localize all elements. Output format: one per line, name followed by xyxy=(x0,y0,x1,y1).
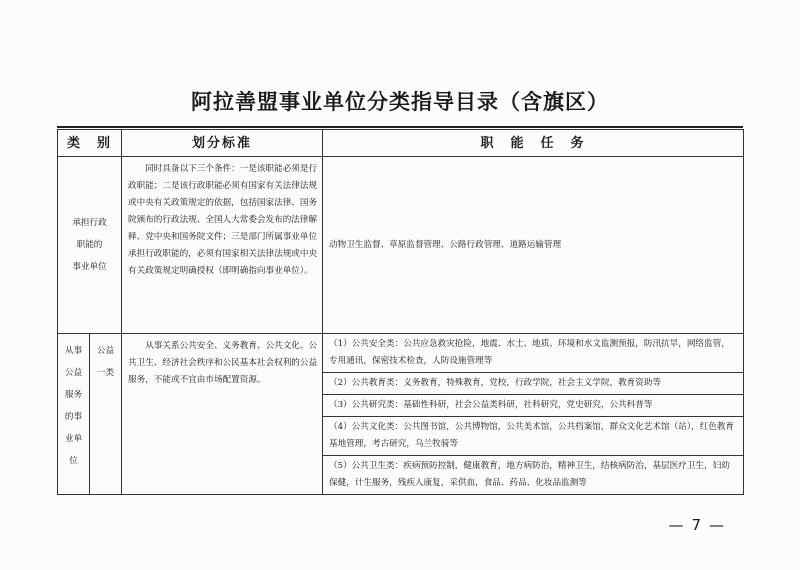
subcategory-line: 公益 xyxy=(96,346,115,356)
header-criteria: 划分标准 xyxy=(122,130,323,157)
category-line: 从事 xyxy=(64,346,83,356)
duty-public-research: （3）公共研究类：基础性科研，社会公益类科研，社科研究，党史研究，公共科普等 xyxy=(323,395,744,417)
category-line: 承担行政 xyxy=(72,218,107,228)
page-dash-left: — xyxy=(668,516,684,534)
page-number xyxy=(664,516,728,534)
duty-public-safety: （1）公共安全类：公共应急救灾抢险，地震、水土、地质、环境和水文监测预报，防汛抗旱，网络监管，专用通讯，保密技术检查，人防设施管理等 xyxy=(323,334,744,373)
duty-public-culture: （4）公共文化类：公共图书馆，公共博物馆，公共美术馆，公共档案馆，群众文化艺术馆（站），红色教育基地管理，考古研究，乌兰牧骑等 xyxy=(323,417,744,456)
criteria-public-class-1: 从事关系公共安全、义务教育、公共文化、公共卫生、经济社会秩序和公民基本社会权利的公益服务，不能或不宜由市场配置资源。 xyxy=(122,334,323,495)
table-row-administrative xyxy=(58,157,744,334)
subcategory-line: 一类 xyxy=(96,368,115,378)
category-line: 服务 xyxy=(64,390,83,400)
category-line: 公益 xyxy=(64,368,83,378)
header-category: 类 别 xyxy=(58,130,122,157)
page-number-value: 7 xyxy=(691,516,701,534)
category-line: 的事 xyxy=(64,412,83,422)
subcategory-public-class-1 xyxy=(90,334,122,495)
table-top-rule xyxy=(57,126,743,128)
table-header-row xyxy=(58,130,744,157)
category-public-service xyxy=(58,334,90,495)
duty-public-health: （5）公共卫生类：疾病预防控制，健康教育，地方病防治，精神卫生，结核病防治，基层医疗卫生，妇幼保健，计生服务，残疾人康复，采供血，食品、药品、化妆品监测等 xyxy=(323,456,744,495)
category-line: 事业单位 xyxy=(72,262,107,272)
criteria-administrative: 同时具备以下三个条件：一是该职能必须是行政职能；二是该行政职能必须有国家有关法律法规或中央有关政策规定的依据，包括国家法律、国务院颁布的行政法规、全国人大常委会发布的法律解释、党中央和国务院文件；三是部门所属事业单位承担行政职能的，必须有国家相关法律法规或中央有关政策规定明确授权（即明确指向事业单位）。 xyxy=(122,157,323,334)
table-row-public-1 xyxy=(58,334,744,373)
category-line: 职能的 xyxy=(76,240,103,250)
category-administrative xyxy=(58,157,122,334)
page-dash-right: — xyxy=(709,516,724,534)
header-duty: 职 能 任 务 xyxy=(323,130,744,157)
catalog-table xyxy=(57,129,744,495)
category-line: 业单 xyxy=(64,434,83,444)
category-line: 位 xyxy=(69,456,78,466)
duty-public-education: （2）公共教育类：义务教育，特殊教育，党校，行政学院，社会主义学院，教育资助等 xyxy=(323,373,744,395)
duty-administrative: 动物卫生监督、草原监督管理、公路行政管理、道路运输管理 xyxy=(323,157,744,334)
page-title: 阿拉善盟事业单位分类指导目录（含旗区） xyxy=(191,90,609,114)
